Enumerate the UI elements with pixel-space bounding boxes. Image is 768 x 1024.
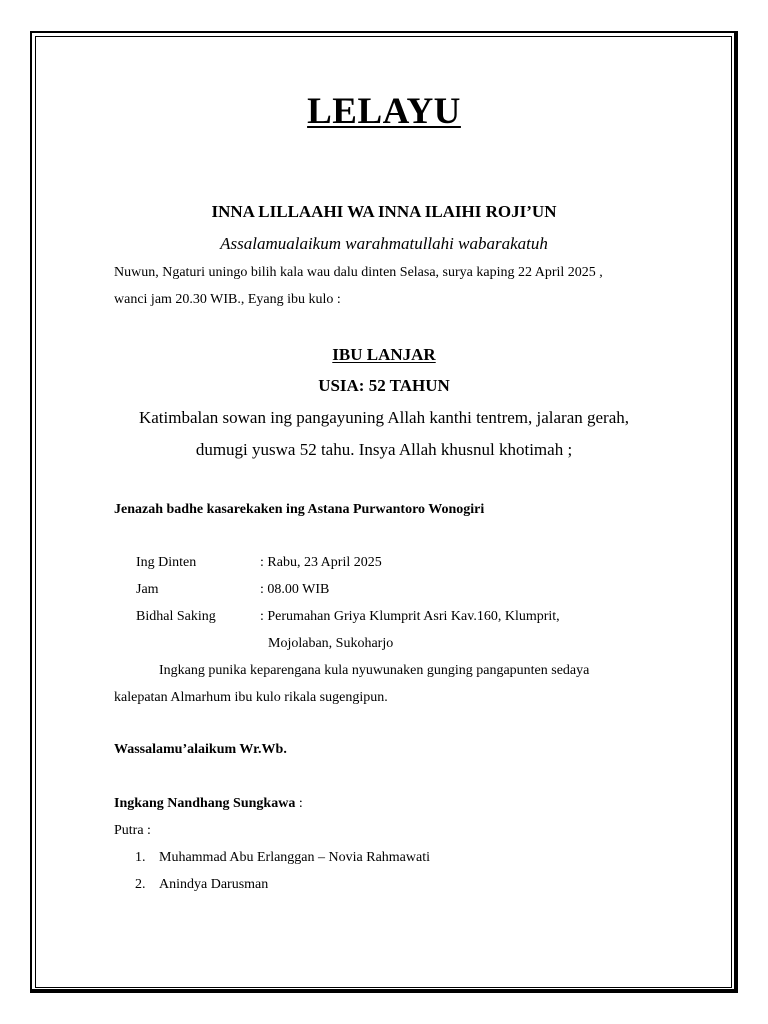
address-continuation: Mojolaban, Sukoharjo	[268, 636, 394, 651]
deceased-age: USIA: 52 TAHUN	[318, 376, 450, 395]
mourners-colon: :	[295, 796, 303, 811]
mourners-label: Ingkang Nandhang Sungkawa	[114, 796, 296, 811]
list-item-number: 2.	[135, 877, 146, 892]
detail-label-departure: Bidhal Saking	[136, 609, 216, 624]
greeting: Assalamualaikum warahmatullahi wabarakatuh	[220, 234, 548, 253]
deceased-name: IBU LANJAR	[332, 345, 436, 364]
intro-line-1: Nuwun, Ngaturi uningo bilih kala wau dalu dinten Selasa, surya kaping 22 April 2025 ,	[114, 265, 603, 280]
children-label: Putra :	[114, 823, 151, 838]
apology-line-1: Ingkang punika keparengana kula nyuwunaken gunging pangapunten sedaya	[159, 663, 590, 678]
detail-value-departure: : Perumahan Griya Klumprit Asri Kav.160, Klumprit,	[260, 609, 560, 624]
apology-line-2: kalepatan Almarhum ibu kulo rikala sugengipun.	[114, 690, 388, 705]
detail-label-day: Ing Dinten	[136, 555, 197, 570]
detail-value-time: : 08.00 WIB	[260, 582, 330, 597]
condolence-heading: INNA LILLAAHI WA INNA ILAIHI ROJI’UN	[211, 202, 557, 221]
detail-label-time: Jam	[136, 582, 159, 597]
passing-line-2: dumugi yuswa 52 tahu. Insya Allah khusnul khotimah ;	[195, 440, 573, 459]
list-item-number: 1.	[135, 850, 146, 865]
detail-value-day: : Rabu, 23 April 2025	[260, 555, 382, 570]
intro-line-2: wanci jam 20.30 WIB., Eyang ibu kulo :	[114, 292, 341, 307]
passing-line-1: Katimbalan sowan ing pangayuning Allah kanthi tentrem, jalaran gerah,	[138, 408, 630, 427]
mourners-line	[114, 796, 303, 812]
list-item-child: Anindya Darusman	[159, 877, 269, 892]
list-item-child: Muhammad Abu Erlanggan – Novia Rahmawati	[159, 850, 430, 865]
closing-salutation: Wassalamu’alaikum Wr.Wb.	[114, 742, 287, 757]
document-title: LELAYU	[307, 91, 461, 132]
burial-note: Jenazah badhe kasarekaken ing Astana Purwantoro Wonogiri	[114, 502, 485, 517]
